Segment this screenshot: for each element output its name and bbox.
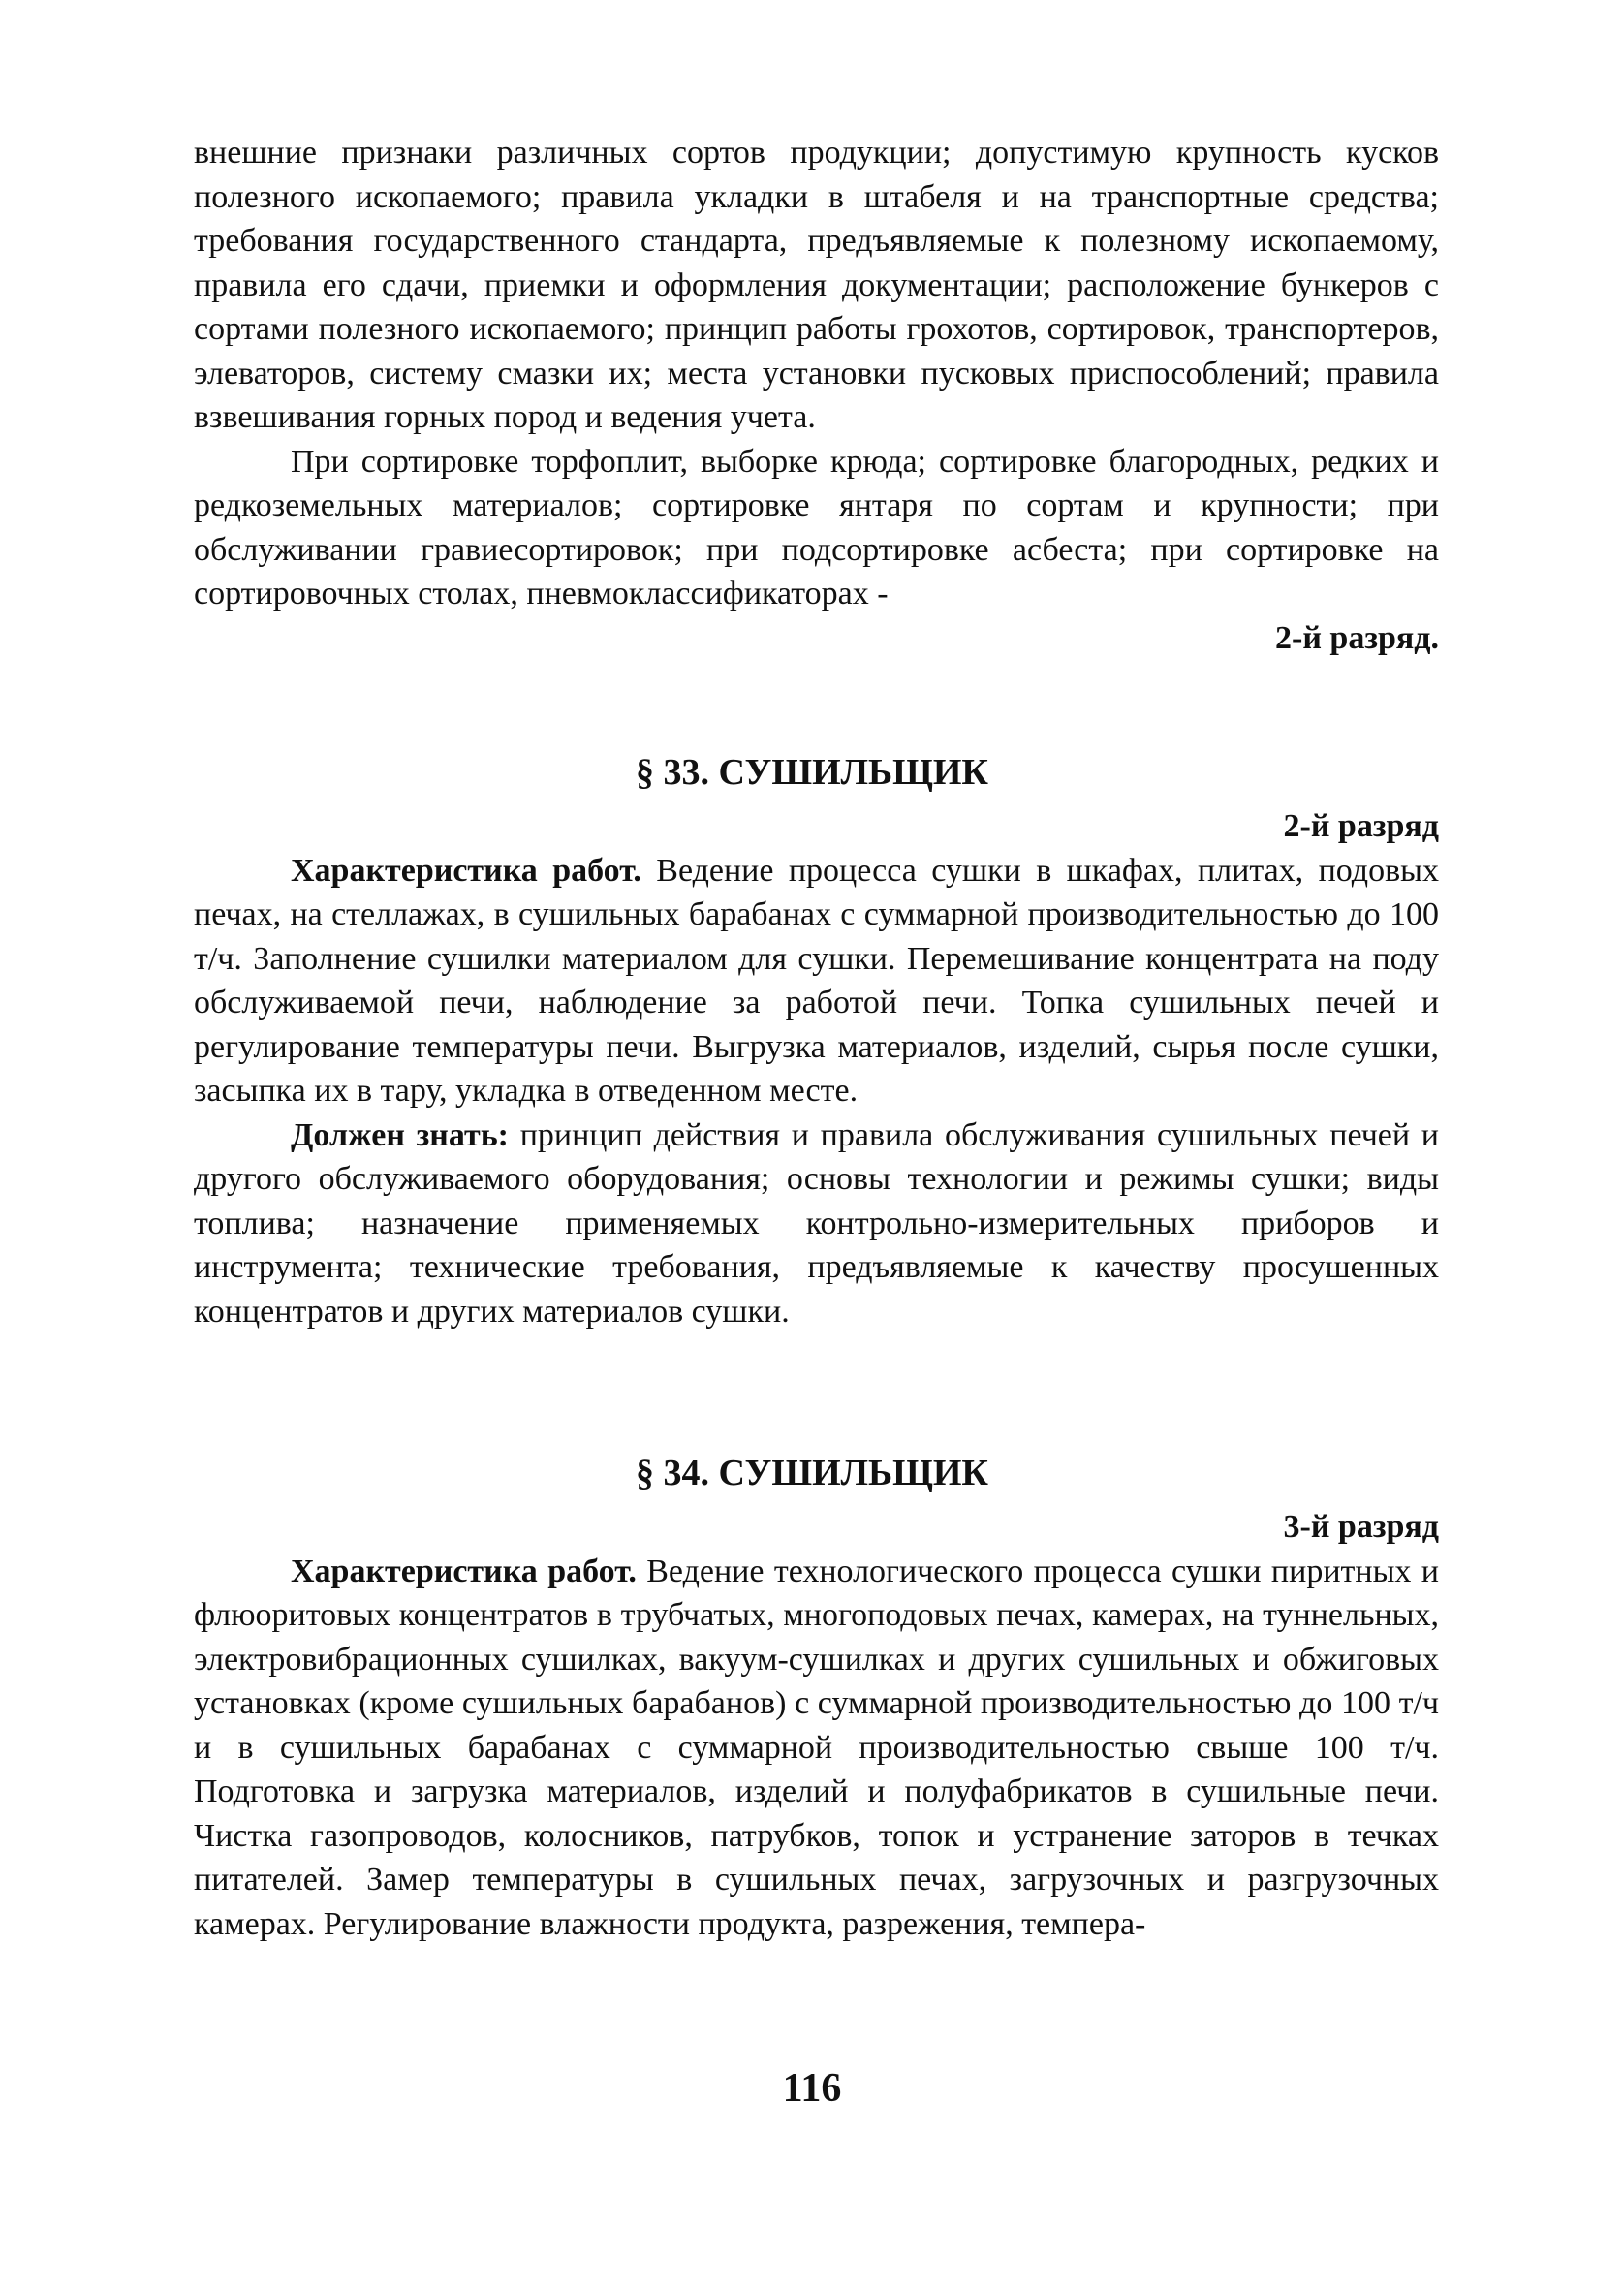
section-34-work-paragraph <box>194 1550 1439 1947</box>
section-34-work-text: Ведение технологического процесса сушки пиритных и флюоритовых концентратов в трубчатых, многоподовых печах, камерах, на туннельных, электровибрационных сушилках, вакуум-сушилках и других сушильных и обжиговых установках (кроме сушильных барабанов) с суммарной производительностью до 100 т/ч и в сушильных барабанах с суммарной производительностью свыше 100 т/ч. Подготовка и загрузка материалов, изделий и полуфабрикатов в сушильные печи. Чистка газопроводов, колосников, патрубков, топок и устранение заторов в течках питателей. Замер температуры в сушильных печах, загрузочных и разгрузочных камерах. Регулирование влажности продукта, разрежения, темпера- <box>194 1553 1439 1942</box>
section-34-body <box>194 1505 1439 1946</box>
continuation-rank: 2-й разряд. <box>1275 619 1439 656</box>
continuation-paragraph-1: внешние признаки различных сортов продукции; допустимую крупность кусков полезного ископаемого; правила укладки в штабеля и на транспортные средства; требования государственного стандарта, предъявляемые к полезному ископаемому, правила его сдачи, приемки и оформления документации; расположение бункеров с сортами полезного ископаемого; принцип работы грохотов, сортировок, транспортеров, элеваторов, систему смазки их; места установки пусковых приспособлений; правила взвешивания горных пород и ведения учета. <box>194 135 1439 435</box>
section-33-body <box>194 804 1439 1333</box>
page-number: 116 <box>782 2066 842 2111</box>
continuation-block <box>194 131 1439 660</box>
section-33-work-text: Ведение процесса сушки в шкафах, плитах, подовых печах, на стеллажах, в сушильных барабанах с суммарной производительностью до 100 т/ч. Заполнение сушилки материалом для сушки. Перемешивание концентрата на поду обслуживаемой печи, наблюдение за работой печи. Топка сушильных печей и регулирование температуры печи. Выгрузка материалов, изделий, сырья после сушки, засыпка их в тару, укладка в отведенном месте. <box>194 852 1439 1109</box>
section-33-know-text: принцип действия и правила обслуживания сушильных печей и другого обслуживаемого оборудования; основы технологии и режимы сушки; виды топлива; назначение применяемых контрольно-измерительных приборов и инструмента; технические требования, предъявляемые к качеству просушенных концентратов и других материалов сушки. <box>194 1116 1439 1330</box>
continuation-paragraph-2: При сортировке торфоплит, выборке крюда; сортировке благородных, редких и редкоземельных материалов; сортировке янтаря по сортам и крупности; при обслуживании гравиесортировок; при подсортировке асбеста; при сортировке на сортировочных столах, пневмоклассификаторах - <box>194 443 1439 612</box>
section-34-rank: 3-й разряд <box>1283 1509 1439 1545</box>
section-34-title: § 34. СУШИЛЬЩИК <box>636 1453 988 1493</box>
section-33-know-paragraph <box>194 1114 1439 1334</box>
section-33-work-paragraph <box>194 849 1439 1114</box>
section-33-rank: 2-й разряд <box>1283 808 1439 844</box>
section-34-work-label: Характеристика работ. <box>291 1553 637 1589</box>
section-33-title: § 33. СУШИЛЬЩИК <box>636 752 988 793</box>
section-33-know-label: Должен знать: <box>291 1116 509 1153</box>
section-33-work-label: Характеристика работ. <box>291 852 641 889</box>
